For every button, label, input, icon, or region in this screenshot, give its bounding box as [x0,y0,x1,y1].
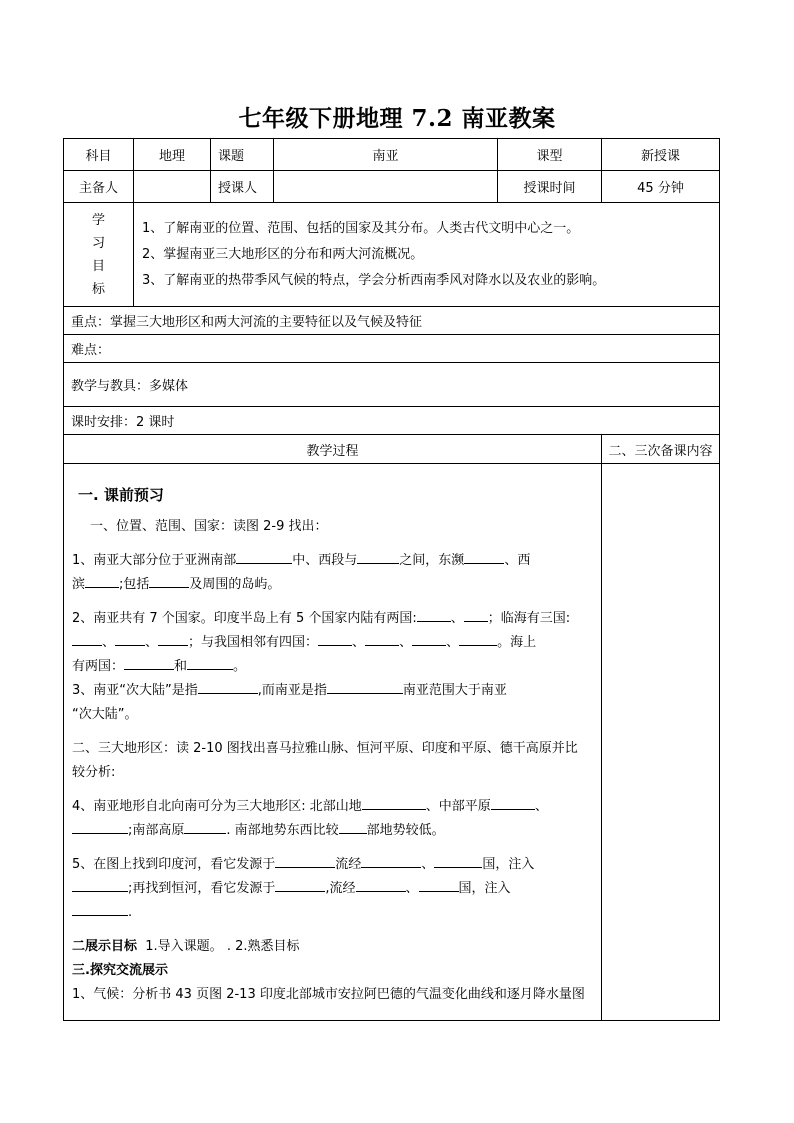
goal-label-char: 习 [91,235,105,251]
secondary-prep-content [602,464,720,1021]
question-1: 1、南亚大部分位于亚洲南部 中、西段与 之间，东濒 、西 [72,549,593,573]
question-5-end: . [72,901,593,925]
subsection-location: 一、位置、范围、国家：读图 2-9 找出： [90,519,328,534]
subsection-landforms: 二、三大地形区：读 2-10 图找出喜马拉雅山脉、恒河平原、印度和平原、德干高原并比 [72,741,578,756]
lesson-type-label: 课型 [498,139,602,171]
key-point-row [64,307,720,335]
document-title: 七年级下册地理 7.2 南亚教案 [238,105,556,132]
process-header-row [64,435,720,464]
learning-goals-content [134,203,720,307]
class-schedule: 课时安排：2 课时 [64,407,720,435]
header-row-2 [64,171,720,203]
goal-item: 1、了解南亚的位置、范围、包括的国家及其分布。人类古代文明中心之一。 [142,220,580,236]
section-explore-title: 三.探究交流展示 [72,963,168,978]
difficulty-row [64,335,720,363]
section-show-goals: 二展示目标 1.导入课题。 . 2.熟悉目标 [72,939,300,954]
question-2: 2、南亚共有 7 个国家。印度半岛上有 5 个国家内陆有两国: 、 ；临海有三国: [72,607,593,631]
teaching-process-header: 教学过程 [64,435,602,464]
schedule-row [64,407,720,435]
question-3-cont: “次大陆”。 [72,707,138,722]
secondary-prep-header: 二、三次备课内容 [602,435,720,464]
goal-item: 2、掌握南亚三大地形区的分布和两大河流概况。 [142,246,424,262]
teacher-value [274,171,498,203]
question-1-cont: 滨 ;包括 及周围的岛屿。 [72,573,593,597]
lesson-type-value: 新授课 [602,139,720,171]
goal-label-char: 学 [91,212,105,228]
question-5-cont: ;再找到恒河，看它发源于 ,流经 、 国，注入 [72,877,593,901]
teaching-media: 教学与教具：多媒体 [64,363,720,407]
question-2-end: 有两国： 和 。 [72,655,593,679]
header-row-1 [64,139,720,171]
preparer-label: 主备人 [64,171,134,203]
teacher-label: 授课人 [211,171,274,203]
preparer-value [134,171,211,203]
question-2-cont: 、 、 ；与我国相邻有四国： 、 、 、 。海上 [72,631,593,655]
question-5: 5、在图上找到印度河，看它发源于 流经 、 国，注入 [72,853,593,877]
key-point: 重点：掌握三大地形区和两大河流的主要特征以及气候及特征 [64,307,720,335]
difficulty: 难点： [64,335,720,363]
goal-label-char: 标 [91,281,105,297]
question-4: 4、南亚地形自北向南可分为三大地形区: 北部山地 、中部平原 、 [72,795,593,819]
subject-label: 科目 [64,139,134,171]
question-6: 1、气候：分析书 43 页图 2-13 印度北部城市安拉阿巴德的气温变化曲线和逐月降水量图 [72,987,585,1002]
topic-label: 课题 [211,139,274,171]
teaching-process-content [64,464,602,1021]
topic-value: 南亚 [274,139,498,171]
subject-value: 地理 [134,139,211,171]
question-3: 3、南亚“次大陆”是指 ,而南亚是指 南亚范围大于南亚 [72,679,593,703]
subsection-landforms-cont: 较分析: [72,765,116,780]
class-time-label: 授课时间 [498,171,602,203]
process-content-row [64,464,720,1021]
goal-label-char: 目 [91,258,105,274]
learning-goals-row [64,203,720,307]
media-row [64,363,720,407]
section-preview-title: 一. 课前预习 [78,486,164,504]
class-time-value: 45 分钟 [602,171,720,203]
lesson-plan-table [63,138,720,1021]
learning-goals-label [64,203,134,307]
goal-item: 3、了解南亚的热带季风气候的特点，学会分析西南季风对降水以及农业的影响。 [142,272,606,288]
question-4-cont: ;南部高原 . 南部地势东西比较 部地势较低。 [72,819,593,843]
